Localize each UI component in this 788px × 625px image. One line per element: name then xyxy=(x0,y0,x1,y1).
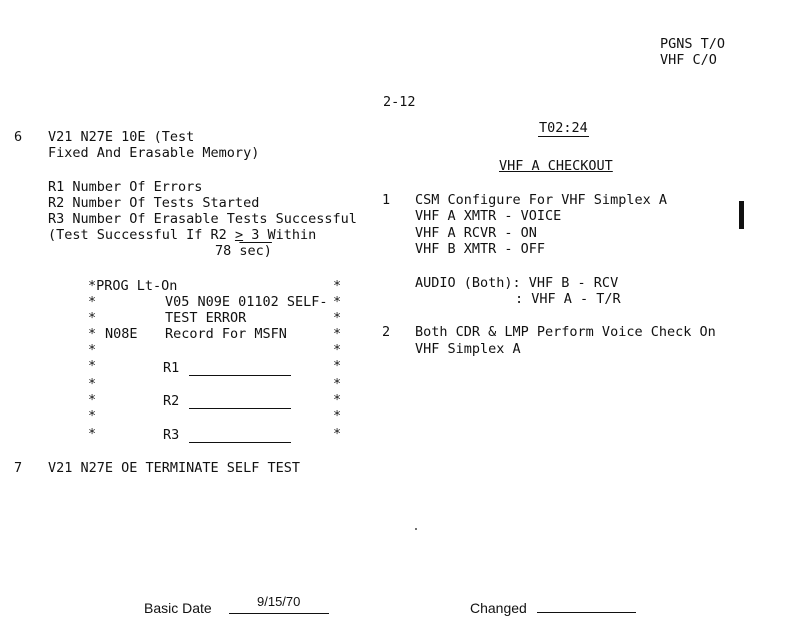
step-6-condition-line-1 xyxy=(48,227,316,243)
condition-seconds-value: 78 xyxy=(215,243,240,259)
step-6-number: 6 xyxy=(14,129,23,145)
r3-blank-line xyxy=(189,442,291,443)
step-1-line-2: VHF A XMTR - VOICE xyxy=(415,208,562,224)
changed-label: Changed xyxy=(470,600,527,616)
step-1-line-1: CSM Configure For VHF Simplex A xyxy=(415,192,667,208)
step-1-audio-1: AUDIO (Both): VHF B - RCV xyxy=(415,275,619,291)
box-star: * xyxy=(88,310,97,326)
box-test-error: TEST ERROR xyxy=(165,310,247,326)
step-1-audio-2: : VHF A - T/R xyxy=(515,291,621,307)
header-line-1: PGNS T/O xyxy=(660,36,726,52)
stray-dot xyxy=(415,528,417,530)
box-star: * xyxy=(333,376,342,392)
box-star: * xyxy=(88,376,97,392)
section-title: VHF A CHECKOUT xyxy=(499,158,613,174)
box-star: * xyxy=(333,426,342,442)
step-6-r2: R2 Number Of Tests Started xyxy=(48,195,260,211)
box-star: * xyxy=(88,294,97,310)
box-star: * xyxy=(333,342,342,358)
step-2-line-1: Both CDR & LMP Perform Voice Check On xyxy=(415,324,716,340)
condition-text-b: 3 Within xyxy=(243,227,317,243)
box-star: * xyxy=(88,426,97,442)
box-star: * xyxy=(333,326,342,342)
step-1-line-3: VHF A RCVR - ON xyxy=(415,225,537,241)
box-record-for-msfn: Record For MSFN xyxy=(165,326,287,342)
step-1-number: 1 xyxy=(382,192,391,208)
box-star: * xyxy=(333,408,342,424)
box-r3-label: R3 xyxy=(163,427,180,443)
mission-time: T02:24 xyxy=(539,120,588,136)
box-star: * xyxy=(88,326,97,342)
box-prog-light: *PROG Lt-On xyxy=(88,278,178,294)
condition-text-a: (Test Successful If R2 xyxy=(48,227,235,243)
box-star: * xyxy=(333,294,342,310)
box-star: * xyxy=(333,358,342,374)
box-star: * xyxy=(88,392,97,408)
box-star: * xyxy=(333,310,342,326)
step-6-r1: R1 Number Of Errors xyxy=(48,179,203,195)
changed-line xyxy=(537,612,636,613)
box-r2-label: R2 xyxy=(163,393,180,409)
basic-date-value: 9/15/70 xyxy=(257,594,301,609)
box-star: * xyxy=(333,392,342,408)
header-line-2: VHF C/O xyxy=(660,52,717,68)
box-v05-line: V05 N09E 01102 SELF- xyxy=(165,294,328,310)
step-2-line-2: VHF Simplex A xyxy=(415,341,521,357)
box-star: * xyxy=(88,408,97,424)
box-star: * xyxy=(88,358,97,374)
r2-blank-line xyxy=(189,408,291,409)
box-star: * xyxy=(88,342,97,358)
change-bar xyxy=(739,201,744,229)
step-6-r3: R3 Number Of Erasable Tests Successful xyxy=(48,211,357,227)
step-6-condition-line-2 xyxy=(215,243,272,259)
step-2-number: 2 xyxy=(382,324,391,340)
box-n08e: N08E xyxy=(105,326,138,342)
step-7-text: V21 N27E OE TERMINATE SELF TEST xyxy=(48,460,300,476)
page-number: 2-12 xyxy=(383,94,416,110)
basic-date-label: Basic Date xyxy=(144,600,212,616)
condition-ge-symbol: > xyxy=(234,227,244,243)
box-star: * xyxy=(333,278,342,294)
step-7-number: 7 xyxy=(14,460,23,476)
r1-blank-line xyxy=(189,375,291,376)
box-r1-label: R1 xyxy=(163,360,180,376)
step-6-line-1: V21 N27E 10E (Test xyxy=(48,129,195,145)
step-6-line-2: Fixed And Erasable Memory) xyxy=(48,145,260,161)
basic-date-line xyxy=(229,613,329,614)
condition-seconds-unit: sec) xyxy=(239,243,272,259)
step-1-line-4: VHF B XMTR - OFF xyxy=(415,241,546,257)
